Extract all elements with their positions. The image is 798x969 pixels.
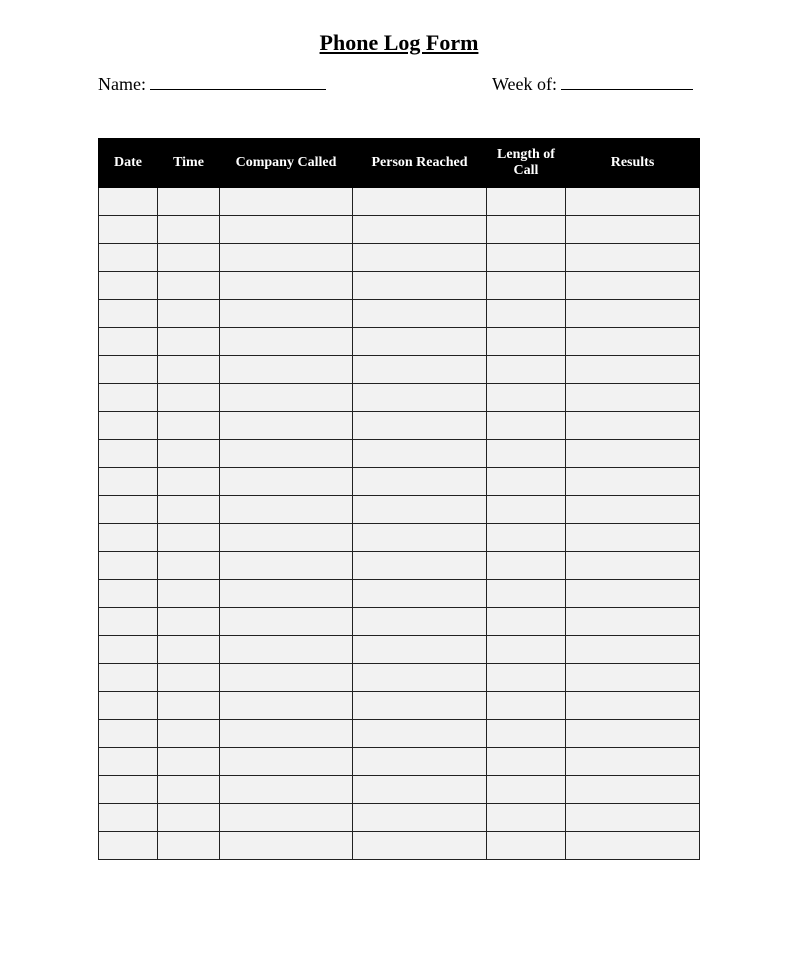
table-cell[interactable] — [99, 356, 158, 384]
table-row — [99, 832, 700, 860]
table-cell[interactable] — [566, 468, 700, 496]
table-cell[interactable] — [158, 748, 220, 776]
table-cell[interactable] — [566, 384, 700, 412]
table-cell[interactable] — [99, 692, 158, 720]
table-cell[interactable] — [487, 608, 566, 636]
week-blank-line[interactable] — [561, 75, 693, 90]
table-cell[interactable] — [220, 524, 353, 552]
column-header-length-of-call: Length of Call — [487, 139, 566, 188]
table-row — [99, 776, 700, 804]
table-cell[interactable] — [487, 804, 566, 832]
table-cell[interactable] — [566, 412, 700, 440]
table-cell[interactable] — [487, 244, 566, 272]
table-cell[interactable] — [353, 216, 487, 244]
table-row — [99, 608, 700, 636]
table-cell[interactable] — [353, 328, 487, 356]
table-row — [99, 412, 700, 440]
column-header-results: Results — [566, 139, 700, 188]
week-field — [492, 74, 693, 95]
table-cell[interactable] — [566, 440, 700, 468]
table-row — [99, 692, 700, 720]
table-cell[interactable] — [220, 692, 353, 720]
table-cell[interactable] — [487, 412, 566, 440]
table-cell[interactable] — [158, 608, 220, 636]
table-cell[interactable] — [566, 188, 700, 216]
table-cell[interactable] — [487, 832, 566, 860]
table-cell[interactable] — [99, 328, 158, 356]
table-row — [99, 468, 700, 496]
table-cell[interactable] — [566, 244, 700, 272]
table-cell[interactable] — [99, 776, 158, 804]
table-cell[interactable] — [99, 552, 158, 580]
table-cell[interactable] — [353, 272, 487, 300]
table-cell[interactable] — [158, 244, 220, 272]
table-cell[interactable] — [353, 356, 487, 384]
table-cell[interactable] — [487, 552, 566, 580]
table-cell[interactable] — [220, 216, 353, 244]
table-cell[interactable] — [487, 748, 566, 776]
phone-log-table — [98, 138, 700, 860]
table-cell[interactable] — [566, 832, 700, 860]
table-cell[interactable] — [566, 524, 700, 552]
table-cell[interactable] — [220, 580, 353, 608]
table-row — [99, 300, 700, 328]
table-cell[interactable] — [99, 524, 158, 552]
table-cell[interactable] — [220, 356, 353, 384]
table-cell[interactable] — [566, 580, 700, 608]
table-cell[interactable] — [99, 300, 158, 328]
table-cell[interactable] — [220, 300, 353, 328]
table-cell[interactable] — [220, 188, 353, 216]
table-cell[interactable] — [487, 188, 566, 216]
table-cell[interactable] — [353, 832, 487, 860]
table-row — [99, 216, 700, 244]
column-header-time: Time — [158, 139, 220, 188]
table-cell[interactable] — [487, 720, 566, 748]
table-row — [99, 244, 700, 272]
table-cell[interactable] — [353, 244, 487, 272]
table-cell[interactable] — [99, 664, 158, 692]
table-cell[interactable] — [220, 272, 353, 300]
table-cell[interactable] — [353, 608, 487, 636]
table-cell[interactable] — [158, 552, 220, 580]
table-cell[interactable] — [487, 440, 566, 468]
table-cell[interactable] — [99, 216, 158, 244]
table-cell[interactable] — [487, 580, 566, 608]
table-cell[interactable] — [566, 272, 700, 300]
week-label: Week of: — [492, 74, 558, 94]
table-row — [99, 748, 700, 776]
table-cell[interactable] — [220, 636, 353, 664]
column-header-date: Date — [99, 139, 158, 188]
table-row — [99, 524, 700, 552]
table-cell[interactable] — [487, 524, 566, 552]
table-cell[interactable] — [220, 328, 353, 356]
table-cell[interactable] — [487, 636, 566, 664]
table-cell[interactable] — [353, 300, 487, 328]
table-cell[interactable] — [220, 384, 353, 412]
table-cell[interactable] — [566, 636, 700, 664]
form-title: Phone Log Form — [319, 30, 479, 55]
table-cell[interactable] — [158, 832, 220, 860]
table-cell[interactable] — [353, 776, 487, 804]
table-cell[interactable] — [158, 524, 220, 552]
table-cell[interactable] — [487, 496, 566, 524]
table-row — [99, 328, 700, 356]
table-cell[interactable] — [353, 692, 487, 720]
name-field — [98, 74, 326, 95]
table-row — [99, 356, 700, 384]
table-cell[interactable] — [353, 552, 487, 580]
table-cell[interactable] — [99, 244, 158, 272]
table-cell[interactable] — [353, 720, 487, 748]
table-cell[interactable] — [220, 664, 353, 692]
table-cell[interactable] — [487, 664, 566, 692]
table-cell[interactable] — [99, 440, 158, 468]
table-cell[interactable] — [158, 664, 220, 692]
table-cell[interactable] — [220, 412, 353, 440]
table-cell[interactable] — [158, 300, 220, 328]
table-cell[interactable] — [158, 692, 220, 720]
table-row — [99, 496, 700, 524]
table-cell[interactable] — [99, 272, 158, 300]
table-cell[interactable] — [99, 748, 158, 776]
table-cell[interactable] — [566, 300, 700, 328]
table-cell[interactable] — [158, 440, 220, 468]
table-cell[interactable] — [99, 384, 158, 412]
table-cell[interactable] — [566, 328, 700, 356]
table-cell[interactable] — [220, 608, 353, 636]
table-cell[interactable] — [99, 636, 158, 664]
column-header-person-reached: Person Reached — [353, 139, 487, 188]
table-cell[interactable] — [158, 804, 220, 832]
table-cell[interactable] — [353, 636, 487, 664]
table-cell[interactable] — [487, 692, 566, 720]
table-row — [99, 384, 700, 412]
table-cell[interactable] — [353, 664, 487, 692]
table-cell[interactable] — [158, 356, 220, 384]
table-cell[interactable] — [487, 300, 566, 328]
table-header-row — [99, 139, 700, 188]
table-cell[interactable] — [158, 188, 220, 216]
table-cell[interactable] — [566, 804, 700, 832]
table-cell[interactable] — [158, 496, 220, 524]
table-cell[interactable] — [566, 776, 700, 804]
table-cell[interactable] — [99, 188, 158, 216]
table-cell[interactable] — [158, 468, 220, 496]
table-cell[interactable] — [566, 608, 700, 636]
column-header-company-called: Company Called — [220, 139, 353, 188]
table-cell[interactable] — [99, 412, 158, 440]
table-cell[interactable] — [158, 328, 220, 356]
table-cell[interactable] — [566, 664, 700, 692]
name-label: Name: — [98, 74, 146, 94]
table-cell[interactable] — [220, 552, 353, 580]
table-cell[interactable] — [99, 608, 158, 636]
table-cell[interactable] — [220, 804, 353, 832]
table-cell[interactable] — [220, 832, 353, 860]
table-row — [99, 440, 700, 468]
table-cell[interactable] — [353, 384, 487, 412]
table-cell[interactable] — [99, 468, 158, 496]
table-cell[interactable] — [158, 384, 220, 412]
table-cell[interactable] — [487, 272, 566, 300]
table-cell[interactable] — [220, 748, 353, 776]
table-cell[interactable] — [353, 468, 487, 496]
table-cell[interactable] — [566, 356, 700, 384]
table-cell[interactable] — [99, 804, 158, 832]
table-cell[interactable] — [566, 552, 700, 580]
table-row — [99, 636, 700, 664]
table-row — [99, 580, 700, 608]
table-cell[interactable] — [487, 216, 566, 244]
table-cell[interactable] — [220, 776, 353, 804]
table-cell[interactable] — [220, 244, 353, 272]
table-cell[interactable] — [487, 384, 566, 412]
table-cell[interactable] — [158, 720, 220, 748]
table-row — [99, 804, 700, 832]
table-cell[interactable] — [566, 496, 700, 524]
table-body — [99, 188, 700, 860]
table-cell[interactable] — [99, 496, 158, 524]
table-cell[interactable] — [220, 468, 353, 496]
table-cell[interactable] — [158, 216, 220, 244]
table-row — [99, 664, 700, 692]
table-cell[interactable] — [158, 776, 220, 804]
table-cell[interactable] — [566, 216, 700, 244]
table-cell[interactable] — [566, 692, 700, 720]
table-cell[interactable] — [353, 580, 487, 608]
table-cell[interactable] — [487, 356, 566, 384]
table-cell[interactable] — [99, 832, 158, 860]
table-cell[interactable] — [353, 804, 487, 832]
table-cell[interactable] — [353, 412, 487, 440]
table-row — [99, 720, 700, 748]
name-blank-line[interactable] — [150, 75, 326, 90]
table-row — [99, 552, 700, 580]
table-cell[interactable] — [353, 440, 487, 468]
table-cell[interactable] — [487, 328, 566, 356]
table-cell[interactable] — [220, 720, 353, 748]
table-cell[interactable] — [158, 412, 220, 440]
table-cell[interactable] — [353, 496, 487, 524]
table-row — [99, 272, 700, 300]
table-cell[interactable] — [158, 272, 220, 300]
table-cell[interactable] — [487, 776, 566, 804]
table-row — [99, 188, 700, 216]
table-cell[interactable] — [158, 580, 220, 608]
table-cell[interactable] — [99, 720, 158, 748]
table-cell[interactable] — [566, 748, 700, 776]
table-cell[interactable] — [353, 748, 487, 776]
table-cell[interactable] — [353, 188, 487, 216]
table-cell[interactable] — [220, 496, 353, 524]
table-cell[interactable] — [220, 440, 353, 468]
table-cell[interactable] — [99, 580, 158, 608]
table-cell[interactable] — [353, 524, 487, 552]
table-cell[interactable] — [158, 636, 220, 664]
table-cell[interactable] — [566, 720, 700, 748]
table-cell[interactable] — [487, 468, 566, 496]
